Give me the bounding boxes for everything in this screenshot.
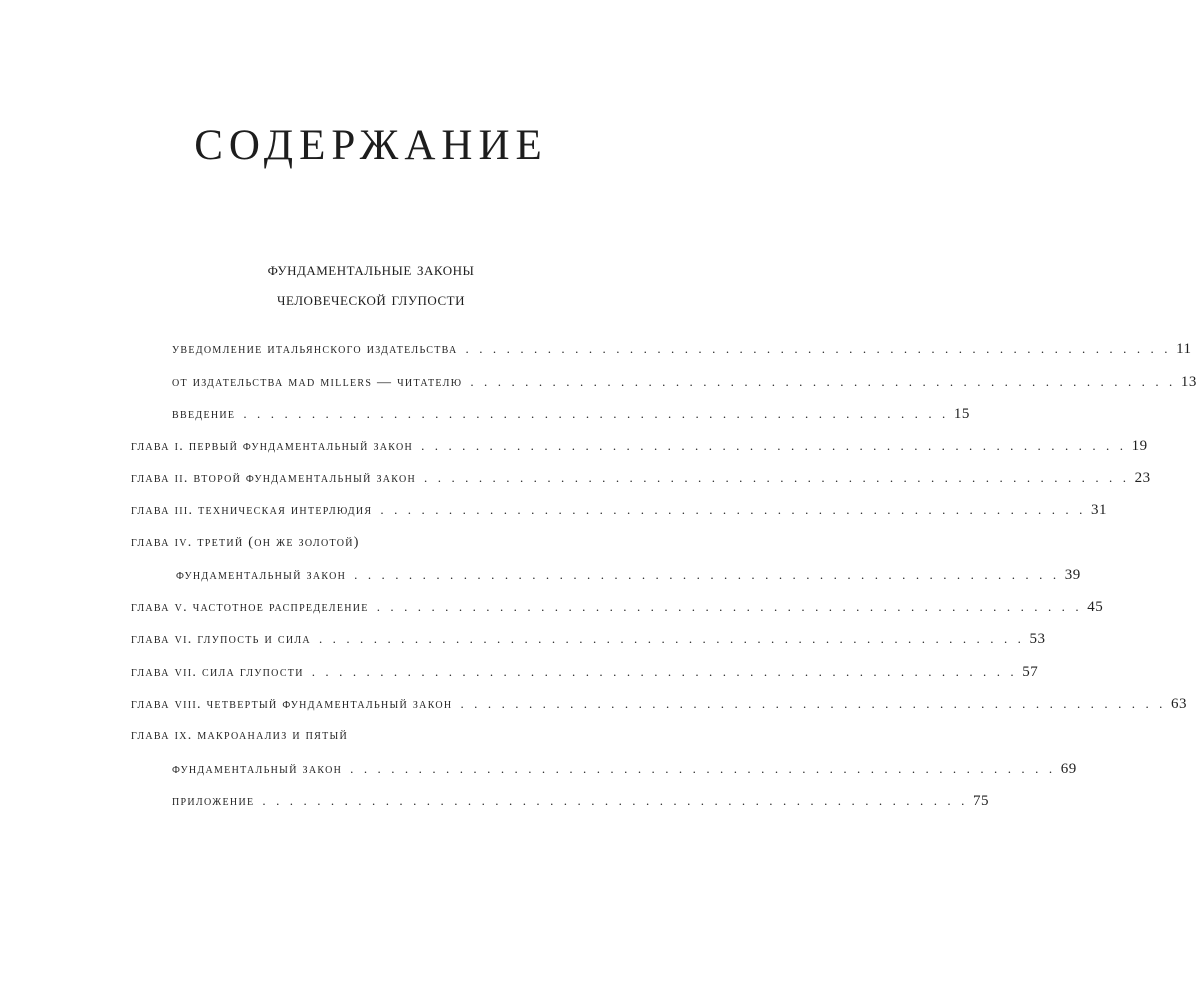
toc-entry-chapter-4-first-line[interactable]: глава iv. третий (он же золотой) bbox=[131, 535, 360, 550]
dot-leader: . . . . . . . . . . . . . . . . . . . . . . . . . . . . . . . . . . . . . . . . . . . . . . . . . . . . bbox=[262, 793, 968, 808]
toc-entry-page-number: 23 bbox=[1134, 470, 1151, 486]
toc-entry-chapter-2[interactable] bbox=[131, 467, 1151, 489]
toc-entry-label: глава ii. второй фундаментальный закон bbox=[131, 471, 417, 486]
toc-entry-label: уведомление итальянского издательства bbox=[172, 342, 458, 357]
dot-leader: . . . . . . . . . . . . . . . . . . . . . . . . . . . . . . . . . . . . . . . . . . . . . . . . . . . . bbox=[243, 406, 949, 421]
toc-entry-chapter-5[interactable] bbox=[131, 596, 1104, 618]
section-title-line-1: фундаментальные законы bbox=[267, 259, 475, 280]
toc-entry-label: глава viii. четвертый фундаментальный закон bbox=[131, 697, 453, 712]
toc-entry-chapter-9-first-line[interactable]: глава ix. макроанализ и пятый bbox=[131, 728, 349, 743]
dot-leader: . . . . . . . . . . . . . . . . . . . . . . . . . . . . . . . . . . . . . . . . . . . . . . . . . . . . bbox=[311, 664, 1018, 679]
dot-leader: . . . . . . . . . . . . . . . . . . . . . . . . . . . . . . . . . . . . . . . . . . . . . . . . . . . . bbox=[350, 761, 1056, 776]
toc-entry-page-number: 31 bbox=[1090, 502, 1107, 518]
toc-entry-chapter-6[interactable] bbox=[131, 628, 1046, 650]
toc-entry-chapter-1[interactable] bbox=[131, 435, 1148, 457]
toc-entry-page-number: 53 bbox=[1029, 631, 1046, 647]
toc-entry-label: от издательства mad millers — читателю bbox=[172, 375, 463, 390]
toc-entry-appendix[interactable] bbox=[172, 790, 989, 812]
toc-entry-label: приложение bbox=[172, 794, 255, 809]
dot-leader: . . . . . . . . . . . . . . . . . . . . . . . . . . . . . . . . . . . . . . . . . . . . . . . . . . . . bbox=[465, 341, 1172, 356]
dot-leader: . . . . . . . . . . . . . . . . . . . . . . . . . . . . . . . . . . . . . . . . . . . . . . . . . . . . bbox=[380, 502, 1086, 517]
toc-entry-page-number: 63 bbox=[1171, 696, 1188, 712]
toc-entry-label: введение bbox=[172, 407, 236, 422]
toc-entry-chapter-3[interactable] bbox=[131, 499, 1107, 521]
toc-entry-chapter-9[interactable] bbox=[172, 758, 1077, 780]
toc-entry-label: глава iii. техническая интерлюдия bbox=[131, 503, 373, 518]
toc-entry-page-number: 45 bbox=[1087, 599, 1104, 615]
toc-entry-page-number: 57 bbox=[1022, 664, 1039, 680]
toc-entry-chapter-4[interactable] bbox=[176, 564, 1081, 586]
toc-entry-page-number: 19 bbox=[1131, 438, 1148, 454]
toc-entry-chapter-8[interactable] bbox=[131, 693, 1188, 715]
dot-leader: . . . . . . . . . . . . . . . . . . . . . . . . . . . . . . . . . . . . . . . . . . . . . . . . . . . . bbox=[424, 470, 1130, 485]
toc-entry-page-number: 15 bbox=[953, 406, 970, 422]
dot-leader: . . . . . . . . . . . . . . . . . . . . . . . . . . . . . . . . . . . . . . . . . . . . . . . . . . . . bbox=[318, 631, 1025, 646]
dot-leader: . . . . . . . . . . . . . . . . . . . . . . . . . . . . . . . . . . . . . . . . . . . . . . . . . . . . bbox=[421, 438, 1127, 453]
toc-entry-label: глава vi. глупость и сила bbox=[131, 632, 311, 647]
dot-leader: . . . . . . . . . . . . . . . . . . . . . . . . . . . . . . . . . . . . . . . . . . . . . . . . . . . . bbox=[376, 599, 1083, 614]
toc-entry-page-number: 75 bbox=[972, 793, 989, 809]
toc-entry-page-number: 39 bbox=[1064, 567, 1081, 583]
toc-entry-introduction[interactable] bbox=[172, 403, 970, 425]
toc-entry-mad-millers-to-reader[interactable] bbox=[172, 371, 1197, 393]
toc-entry-page-number: 69 bbox=[1060, 761, 1077, 777]
toc-entry-page-number: 13 bbox=[1180, 374, 1197, 390]
page-title: СОДЕРЖАНИЕ bbox=[194, 122, 548, 169]
section-title-line-2: человеческой глупости bbox=[277, 289, 465, 310]
toc-entry-label: глава vii. сила глупости bbox=[131, 665, 304, 680]
toc-entry-italian-publisher-notice[interactable] bbox=[172, 338, 1192, 360]
dot-leader: . . . . . . . . . . . . . . . . . . . . . . . . . . . . . . . . . . . . . . . . . . . . . . . . . . . . bbox=[470, 374, 1176, 389]
toc-entry-label: глава v. частотное распределение bbox=[131, 600, 369, 615]
dot-leader: . . . . . . . . . . . . . . . . . . . . . . . . . . . . . . . . . . . . . . . . . . . . . . . . . . . . bbox=[354, 567, 1060, 582]
toc-entry-chapter-7[interactable] bbox=[131, 661, 1039, 683]
dot-leader: . . . . . . . . . . . . . . . . . . . . . . . . . . . . . . . . . . . . . . . . . . . . . . . . . . . . bbox=[460, 696, 1167, 711]
toc-entry-page-number: 11 bbox=[1176, 341, 1192, 357]
toc-entry-label-continuation: фундаментальный закон bbox=[172, 762, 343, 777]
toc-entry-label-continuation: фундаментальный закон bbox=[176, 568, 347, 583]
toc-entry-label: глава i. первый фундаментальный закон bbox=[131, 439, 414, 454]
